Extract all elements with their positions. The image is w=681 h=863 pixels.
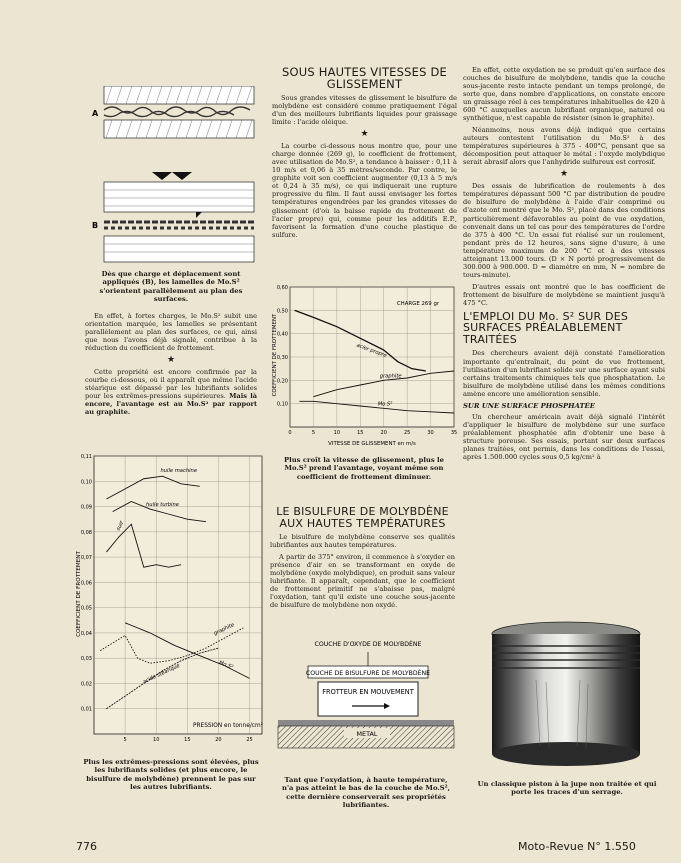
- col3-paragraph: Des essais de lubrification de roulements à des températures dépassant 500 °C par distribution de poudre de bisulfure de molybdène à l'aide d'air comprimé ou d'azote ont montré que le Mo. S², placé dans des conditions particulièrement défavorables au point de vue oxydation, convenait dans un tel cas pour des températures de l'ordre de 375 à 400 °C. Un essai fut réalisé sur un roulement, pendant près de 12 heures, sans signe d'usure, à une température maximum de 200 °C et à des vitesses atteignant 13.000 tours. (D × N porté progressivement de 300.000 à 900.000. D = diamètre en mm, N = nombre de tours-minute).: [463, 182, 665, 279]
- chart2-caption: Plus les extrêmes-pressions sont élevées, plus les lubrifiants solides (et plus encore, le bisulfure de molybdène) prennent le pas sur les autres lubrifiants.: [83, 758, 259, 792]
- fig1-caption: Dès que charge et déplacement sont appliqués (B), les lamelles de Mo.S² s'orientent parallèlement au plan des surfaces.: [99, 270, 243, 304]
- chart-frame: [94, 456, 262, 734]
- diagram-a: [104, 86, 254, 138]
- star-divider: ★: [559, 169, 569, 180]
- section-title: L'EMPLOI DU Mo. S² SUR DES SURFACES PRÉALABLEMENT TRAITÉES: [463, 309, 629, 346]
- chart3-caption: Plus croît la vitesse de glissement, plus le Mo.S² prend l'avantage, voyant même son coefficient de frottement diminuer.: [284, 456, 444, 481]
- page-number: 776: [76, 840, 97, 853]
- x-tick-label: 5: [311, 430, 316, 436]
- piston-photo: [476, 620, 656, 772]
- y-tick-label: 0,01: [80, 706, 92, 713]
- y-tick-label: 0,30: [276, 355, 288, 361]
- series-label: Mo.S²: [377, 401, 393, 408]
- x-tick-label: 20: [215, 737, 222, 743]
- col1-p2-bold-text: Mais là encore, l'avantage est au Mo.S² par rapport au graphite.: [85, 392, 257, 417]
- col1-paragraph: [85, 368, 257, 416]
- y-tick-label: 0,07: [80, 555, 92, 562]
- col3-paragraph: Néanmoins, nous avons déjà indiqué que certains auteurs contestent l'utilisation du Mo.S² à des températures supérieures à 375 - 400°C, pensant que sa décomposition peut attaquer le métal : l'oxyde molybdique serait abrasif alors que l'anhydride sulfureux est corrosif.: [463, 126, 665, 167]
- x-tick-label: 15: [357, 430, 364, 436]
- label-b: B: [92, 221, 99, 230]
- col2-paragraph: Sous grandes vitesses de glissement le bisulfure de molybdène est considéré comme pratiquement l'égal d'un des meilleurs lubrifiants liquides pour graissage limite : l'acide oléique.: [272, 94, 457, 127]
- label-a: A: [92, 109, 99, 118]
- x-tick-label: 15: [184, 737, 191, 743]
- col3-paragraph: En effet, cette oxydation ne se produit qu'en surface des couches de bisulfure de molybdène, tandis que la couche sous-jacente reste intacte pendant un temps prolongé, de sorte que, dans nombre d'applications, on constate encore un graissage réel à ces températures inhabituelles de 420 à 600 °C auxquelles aucun lubrifiant organique, naturel ou synthétique, n'est capable de résister (sinon le graphite).: [463, 66, 665, 123]
- col1-p2-text: Cette propriété est encore confirmée par la courbe ci-dessous, où il apparaît que même l'acide stéarique est dépassé par les lubrifiants solides pour les extrêmes-pressions supérieures.: [85, 368, 257, 401]
- pressure-friction-chart: [74, 452, 266, 752]
- magazine-issue: [518, 840, 636, 853]
- series-label: acier propre: [355, 342, 388, 360]
- star-divider: ★: [360, 129, 369, 140]
- section-title: SOUS HAUTES VITESSES DE GLISSEMENT: [282, 65, 447, 92]
- y-tick-label: 0,20: [276, 378, 288, 385]
- y-axis-label: COEFFICIENT DE FROTTEMENT: [272, 313, 278, 397]
- y-tick-label: 0,11: [80, 454, 92, 460]
- series-label: graphite: [379, 373, 402, 380]
- x-tick-label: 0: [288, 430, 292, 436]
- x-tick-label: 10: [153, 737, 160, 743]
- oxidation-layers-diagram: [268, 636, 458, 774]
- series-label: acide stéarique: [142, 662, 181, 686]
- x-tick-label: 20: [380, 430, 387, 436]
- y-tick-label: 0,05: [80, 605, 92, 612]
- y-tick-label: 0,06: [80, 580, 92, 587]
- y-tick-label: 0,50: [276, 308, 288, 315]
- series-label: graphite: [212, 622, 236, 637]
- chart-legend: CHARGE 269 gr: [396, 301, 440, 307]
- section-title: LE BISULFURE DE MOLYBDÈNE AUX HAUTES TEMPÉRATURES: [276, 505, 449, 530]
- y-tick-label: 0,03: [80, 656, 92, 663]
- x-tick-label: 25: [403, 430, 411, 436]
- x-tick-label: 35: [450, 430, 458, 436]
- oxide-layer-label: COUCHE D'OXYDE DE MOLYBDÈNE: [314, 641, 422, 648]
- lamellae-diagram: [92, 86, 260, 264]
- photo-caption: Un classique piston à la jupe non traitée et qui porte les traces d'un serrage.: [477, 780, 657, 797]
- series-label: Mo.S²: [217, 660, 234, 671]
- col2-paragraph: La courbe ci-dessous nous montre que, pour une charge donnée (269 g), le coefficient de frottement, avec utilisation de Mo.S², a tendance à baisser : 0,11 à 10 m/s et 0,06 à 35 mètres/seconde. Par contre, le graphite voit son coefficient augmenter (0,13 à 5 m/s et 0,24 à 35 m/s), ce qui indiquerait une rupture progressive du film. Il faut aussi envisager les fortes températures engendrées par les grandes vitesses de glissement (d'où la baisse rapide du frottement de l'acier propre) qui, comme pour les additifs E.P., favorisent la formation d'une couche plastique de sulfure.: [272, 142, 457, 239]
- col3-paragraph: Un chercheur américain avait déjà signalé l'intérêt d'appliquer le bisulfure de molybdène sur une surface préalablement phosphatée afin d'obtenir une base à structure poreuse. Ses essais, portant sur deux surfaces planes traitées, ont permis, dans les conditions de l'essai, après 1.500.000 cycles sous 0,5 kg/cm² à: [463, 412, 665, 462]
- y-tick-label: 0,60: [276, 285, 288, 291]
- series-label: huile machine: [160, 468, 198, 475]
- col3-paragraph: D'autres essais ont montré que le bas coefficient de frottement de bisulfure de molybdène se maintient jusqu'à 475 °C.: [463, 282, 665, 307]
- bisulfide-layer-label: COUCHE DE BISULFURE DE MOLYBDÈNE: [305, 670, 431, 677]
- x-axis-label: PRESSION en tonne/cm²: [193, 723, 263, 729]
- y-tick-label: 0,40: [276, 331, 288, 338]
- diagram-b: [104, 182, 254, 262]
- col3-paragraph: Des chercheurs avaient déjà constaté l'amélioration importante qu'entraînait, du point de vue frottement, l'utilisation d'un lubrifiant solide sur une surface ayant subi certains traitements chimiques tels que phosphatation. Le bisulfure de molybdène utilisé dans les mêmes conditions amène encore une amélioration sensible.: [463, 349, 665, 398]
- x-tick-label: 30: [427, 430, 434, 436]
- y-tick-label: 0,10: [80, 479, 92, 486]
- speed-friction-chart: [268, 283, 458, 451]
- col2-paragraph: A partir de 375° environ, il commence à s'oxyder en présence d'air en se transformant en oxyde de molybdène (oxyde molybdique), en produit sans valeur lubrifiante. Il apparaît, cependant, que le coefficient de frottement primitif ne s'abaisse pas, malgré l'oxydation, tant qu'il existe une couche sous-jacente de bisulfure de molybdène non oxydé.: [270, 553, 455, 610]
- x-tick-label: 5: [123, 737, 127, 743]
- series-label: suif: [115, 520, 126, 532]
- y-axis-label: COEFFICIENT DE FROTTEMENT: [76, 551, 82, 637]
- col1-paragraph: En effet, à fortes charges, le Mo.S² subit une orientation marquée, les lamelles se présentant parallèlement au plan des surfaces, ce qui, ainsi que nous l'avons déjà signalé, contribue à la réduction du coefficient de frottement.: [85, 311, 257, 353]
- magazine-name: Moto-Revue: [518, 840, 584, 853]
- series-label: huile turbine: [146, 502, 179, 509]
- x-axis-label: VITESSE DE GLISSEMENT en m/s: [328, 441, 416, 447]
- star-divider: ★: [166, 355, 176, 366]
- metal-label: METAL: [356, 730, 378, 738]
- x-tick-label: 10: [333, 430, 341, 436]
- issue-number: N° 1.550: [587, 840, 636, 853]
- diagram-caption: Tant que l'oxydation, à haute température, n'a pas atteint le bas de la couche de Mo.S², cette dernière conserverait ses propriétés lubrifiantes.: [282, 776, 450, 810]
- subsection-title: SUR UNE SURFACE PHOSPHATÉE: [463, 401, 595, 410]
- y-tick-label: 0,08: [80, 529, 92, 536]
- y-tick-label: 0,10: [276, 401, 288, 408]
- y-tick-label: 0,09: [80, 504, 92, 511]
- moving-rubber-label: FROTTEUR EN MOUVEMENT: [322, 688, 414, 696]
- y-tick-label: 0,02: [80, 681, 92, 688]
- col2-paragraph: Le bisulfure de molybdène conserve ses qualités lubrifiantes aux hautes températures.: [270, 533, 455, 550]
- x-tick-label: 25: [246, 737, 253, 743]
- y-tick-label: 0,04: [80, 630, 92, 637]
